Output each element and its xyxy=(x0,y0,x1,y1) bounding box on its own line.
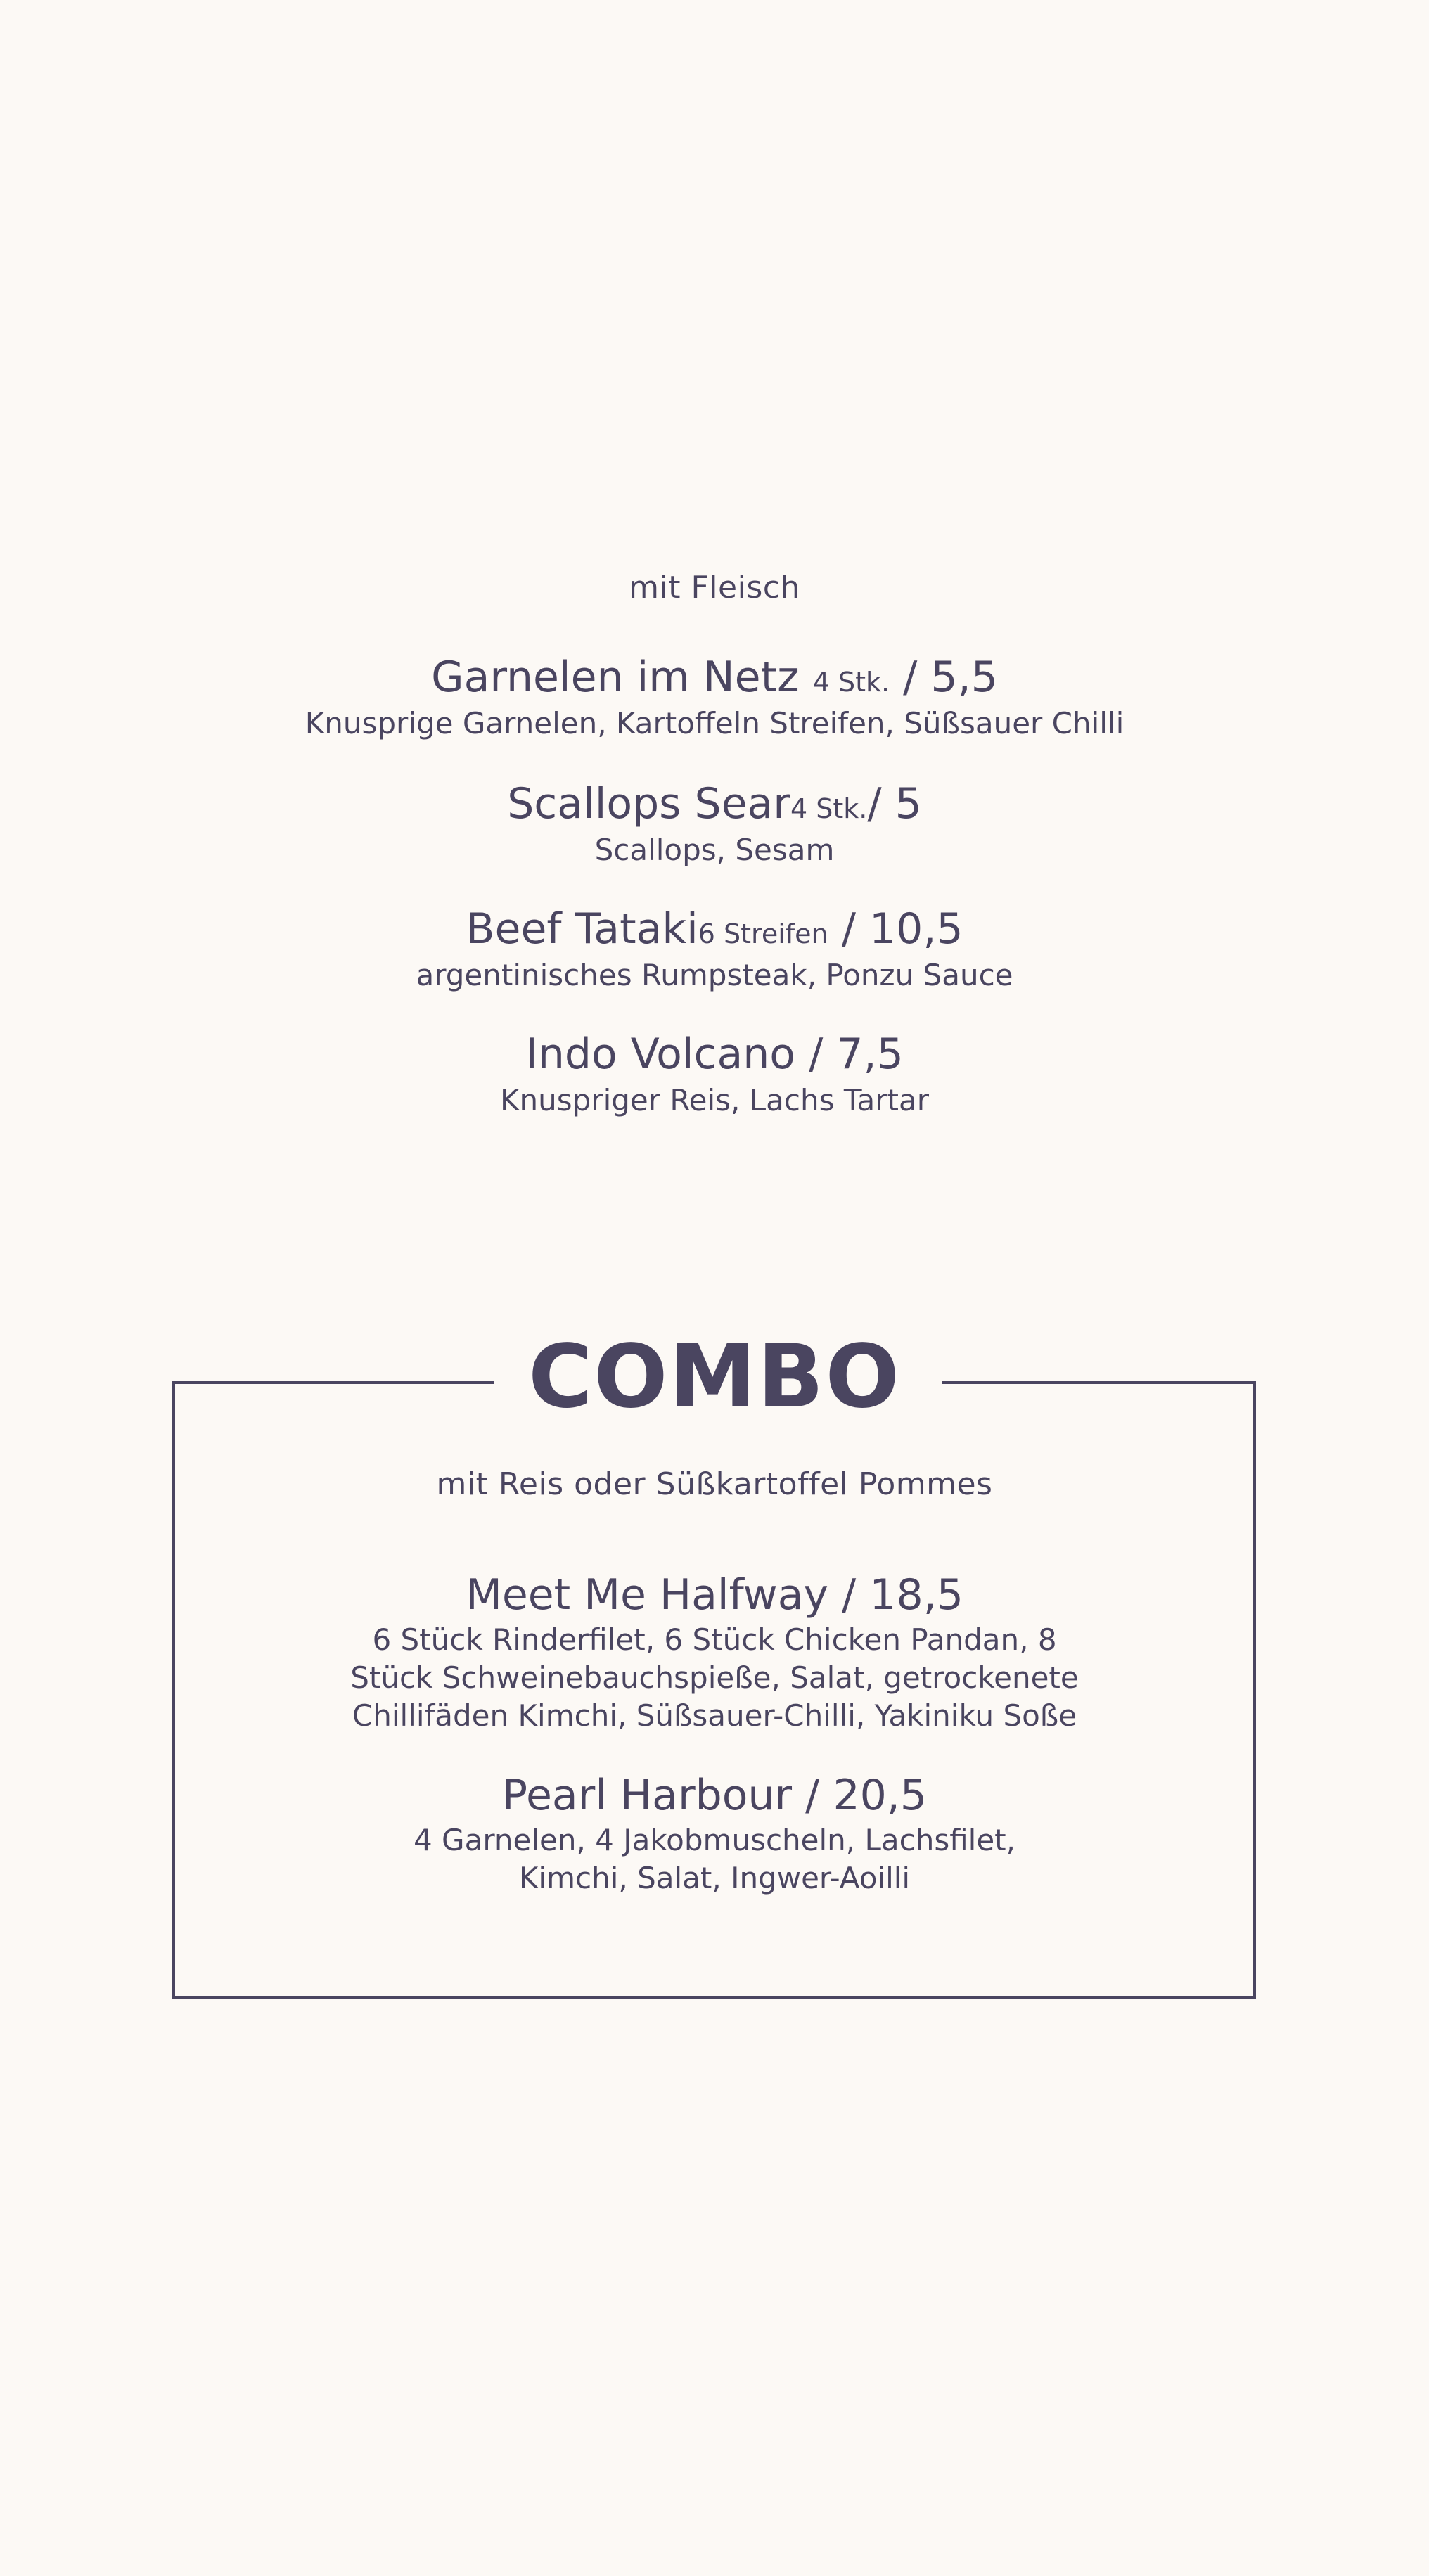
menu-item-quantity: 4 Stk. xyxy=(790,793,868,824)
menu-item-description: 4 Garnelen, 4 Jakobmuscheln, Lachsfilet, xyxy=(413,1823,1016,1857)
menu-item-description: argentinisches Rumpsteak, Ponzu Sauce xyxy=(416,958,1013,992)
menu-item-title xyxy=(0,781,1429,827)
menu-item-name: Garnelen im Netz xyxy=(431,653,800,702)
menu-item-description: Knuspriger Reis, Lachs Tartar xyxy=(499,1083,930,1117)
menu-item-quantity: 6 Streifen xyxy=(698,918,828,949)
menu-item-price: / 5 xyxy=(867,779,922,828)
menu-item-title xyxy=(0,906,1429,952)
meat-section-subtitle: mit Fleisch xyxy=(629,570,800,605)
menu-item-price: / 10,5 xyxy=(841,904,963,954)
menu-item-title: Meet Me Halfway / 18,5 xyxy=(466,1570,963,1620)
menu-item-price: / 5,5 xyxy=(903,653,998,702)
menu-item-description: Chillifäden Kimchi, Süßsauer-Chilli, Yakiniku Soße xyxy=(352,1698,1077,1733)
menu-item-name: Beef Tataki xyxy=(466,904,698,954)
menu-item-title: Pearl Harbour / 20,5 xyxy=(501,1771,928,1820)
menu-item-title: Indo Volcano / 7,5 xyxy=(525,1030,904,1079)
menu-item-description: 6 Stück Rinderfilet, 6 Stück Chicken Pandan, 8 xyxy=(372,1622,1057,1657)
menu-item-description: Scallops, Sesam xyxy=(594,833,835,867)
menu-item-description: Kimchi, Salat, Ingwer-Aoilli xyxy=(518,1861,911,1895)
combo-section-subtitle: mit Reis oder Süßkartoffel Pommes xyxy=(436,1466,993,1502)
combo-heading: COMBO xyxy=(528,1326,901,1428)
menu-item-name: Scallops Sear xyxy=(507,779,790,828)
menu-item-quantity: 4 Stk. xyxy=(812,667,890,698)
menu-item-description: Knusprige Garnelen, Kartoffeln Streifen, Süßsauer Chilli xyxy=(305,706,1124,741)
menu-item-title xyxy=(0,654,1429,700)
menu-item-description: Stück Schweinebauchspieße, Salat, getrockenete xyxy=(350,1660,1079,1695)
